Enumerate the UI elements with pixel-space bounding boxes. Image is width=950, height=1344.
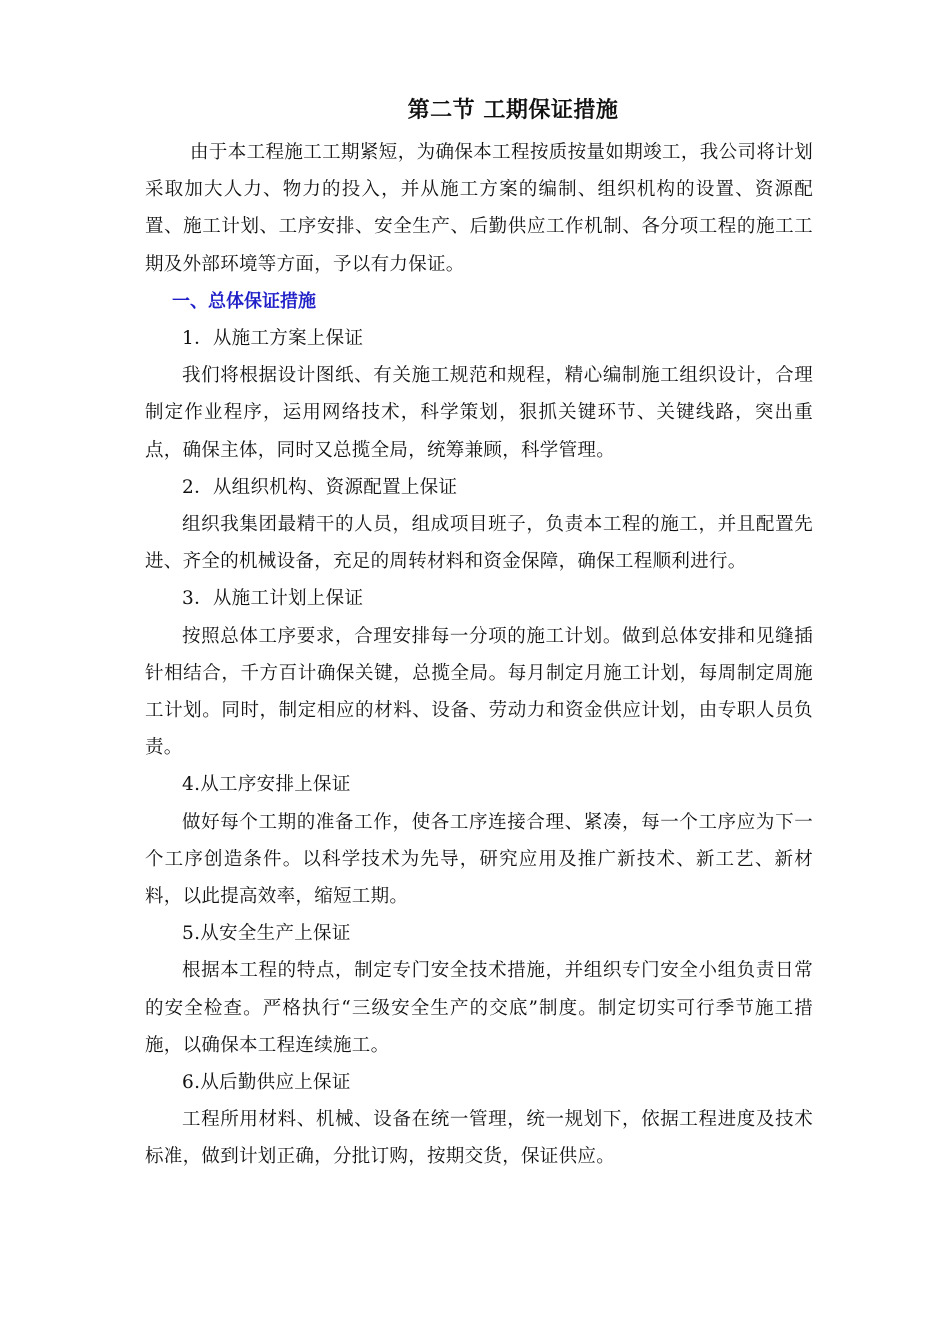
- item-heading-5: 5.从安全生产上保证: [182, 923, 351, 945]
- item-body-6: 工程所用材料、机械、设备在统一管理，统一规划下，依据工程进度及技术标准，做到计划正确，分批订购，按期交货，保证供应。: [145, 1109, 813, 1168]
- item-heading-4: 4.从工序安排上保证: [182, 774, 351, 796]
- item-body-4: 做好每个工期的准备工作，使各工序连接合理、紧凑，每一个工序应为下一个工序创造条件。以科学技术为先导，研究应用及推广新技术、新工艺、新材料，以此提高效率，缩短工期。: [145, 811, 813, 908]
- subsection-heading: 一、总体保证措施: [172, 290, 316, 312]
- item-heading-1: 1．从施工方案上保证: [182, 328, 364, 350]
- item-body-1: 我们将根据设计图纸、有关施工规范和规程，精心编制施工组织设计，合理制定作业程序，运用网络技术，科学策划，狠抓关键环节、关键线路，突出重点，确保主体，同时又总揽全局，统筹兼顾，科学管理。: [145, 365, 813, 461]
- item-heading-6: 6.从后勤供应上保证: [182, 1072, 351, 1094]
- item-body-3: 按照总体工序要求，合理安排每一分项的施工计划。做到总体安排和见缝插针相结合，千方百计确保关键，总揽全局。每月制定月施工计划，每周制定周施工计划。同时，制定相应的材料、设备、劳动力和资金供应计划，由专职人员负责。: [145, 625, 813, 759]
- item-heading-3: 3．从施工计划上保证: [182, 588, 364, 610]
- item-body-2: 组织我集团最精干的人员，组成项目班子，负责本工程的施工，并且配置先进、齐全的机械设备，充足的周转材料和资金保障，确保工程顺利进行。: [145, 514, 813, 573]
- item-body-5: 根据本工程的特点，制定专门安全技术措施，并组织专门安全小组负责日常的安全检查。严格执行“三级安全生产的交底”制度。制定切实可行季节施工措施，以确保本工程连续施工。: [145, 960, 813, 1056]
- intro-paragraph: 由于本工程施工工期紧短，为确保本工程按质按量如期竣工，我公司将计划采取加大人力、物力的投入，并从施工方案的编制、组织机构的设置、资源配置、施工计划、工序安排、安全生产、后勤供应工作机制、各分项工程的施工工期及外部环境等方面，予以有力保证。: [145, 142, 813, 275]
- section-title: 第二节 工期保证措施: [407, 98, 619, 123]
- item-heading-2: 2．从组织机构、资源配置上保证: [182, 476, 458, 498]
- document-content: [145, 92, 813, 1176]
